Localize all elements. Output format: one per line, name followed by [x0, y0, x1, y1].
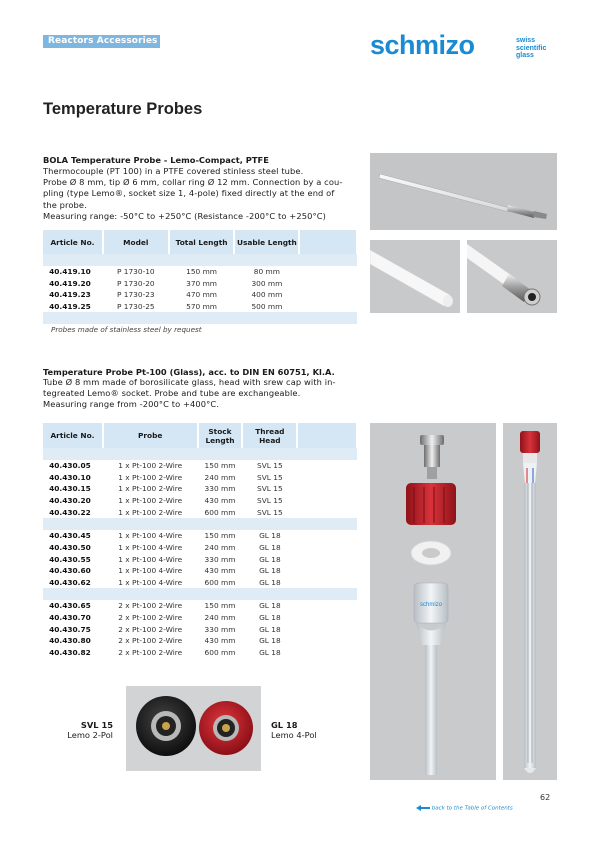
table-cell: 1 x Pt-100 2-Wire	[118, 461, 183, 471]
table-row	[43, 623, 357, 635]
article-number-cell: 40.430.15	[49, 484, 91, 494]
bola-description	[43, 155, 363, 222]
pt100-text	[43, 377, 363, 411]
text-line: Measuring range: -50°C to +250°C (Resistance -200°C to +250°C)	[43, 210, 326, 221]
table-cell	[297, 647, 357, 659]
table-cell: SVL 15	[257, 484, 283, 494]
table-cell: 150 mm	[204, 601, 236, 611]
bola-note: Probes made of stainless steel by request	[51, 325, 202, 334]
table-cell	[297, 600, 357, 612]
table-cell: 600 mm	[204, 648, 236, 658]
table-row	[43, 647, 357, 659]
photo-label: schmizo	[419, 602, 443, 608]
table-cell	[299, 312, 357, 324]
table-cell	[242, 518, 297, 530]
article-number-cell: 40.430.82	[49, 648, 91, 658]
connector-photo	[126, 686, 261, 771]
table-cell: 1 x Pt-100 4-Wire	[118, 542, 183, 552]
article-number-cell: 40.430.62	[49, 577, 91, 587]
table-cell: SVL 15	[257, 496, 283, 506]
table-cell	[43, 448, 103, 460]
pt100-assembled-photo	[503, 423, 557, 780]
table-cell: 330 mm	[204, 484, 236, 494]
table-cell: GL 18	[259, 554, 281, 564]
table-cell: 2 x Pt-100 2-Wire	[118, 612, 183, 622]
table-cell: 1 x Pt-100 4-Wire	[118, 566, 183, 576]
table-cell: 370 mm	[186, 278, 218, 288]
table-cell	[299, 289, 357, 301]
table-cell: 240 mm	[204, 612, 236, 622]
article-number-cell: 40.430.05	[49, 461, 91, 471]
brand-logo	[370, 30, 547, 60]
logo-tagline	[516, 37, 546, 60]
table-cell: 1 x Pt-100 4-Wire	[118, 531, 183, 541]
table-row	[43, 612, 357, 624]
article-number-cell: 40.430.75	[49, 624, 91, 634]
col-header	[297, 423, 357, 448]
bola-connector-image	[467, 240, 557, 313]
article-number-cell: 40.430.55	[49, 554, 91, 564]
table-cell	[297, 565, 357, 577]
gl-caption	[271, 720, 317, 740]
table-cell: 240 mm	[204, 472, 236, 482]
back-link-label[interactable]: back to the Table of Contents	[431, 805, 513, 812]
bola-tip-photo	[370, 240, 460, 313]
table-cell	[43, 254, 103, 266]
article-number-cell: 40.430.20	[49, 496, 91, 506]
table-cell: 600 mm	[204, 577, 236, 587]
table-cell: 1 x Pt-100 2-Wire	[118, 472, 183, 482]
table-cell: GL 18	[259, 601, 281, 611]
table-cell	[297, 577, 357, 589]
table-cell: 1 x Pt-100 2-Wire	[118, 484, 183, 494]
col-header: Usable Length	[234, 230, 299, 254]
table-cell	[297, 612, 357, 624]
table-cell	[297, 448, 357, 460]
svl-caption	[60, 720, 113, 740]
table-spacer-row	[43, 312, 357, 324]
logo-tagline-line: swiss	[516, 37, 536, 44]
table-cell: P 1730-10	[116, 267, 155, 277]
col-header: Article No.	[43, 423, 103, 448]
table-cell: 1 x Pt-100 2-Wire	[118, 496, 183, 506]
bola-table	[43, 230, 358, 324]
bola-title: BOLA Temperature Probe - Lemo-Compact, PTFE	[43, 155, 269, 165]
col-header	[299, 230, 357, 254]
table-cell	[198, 588, 243, 600]
table-cell: 570 mm	[186, 302, 218, 312]
table-cell: GL 18	[259, 566, 281, 576]
table-cell	[169, 312, 235, 324]
col-header: Stock Length	[198, 423, 243, 448]
table-cell: SVL 15	[257, 472, 283, 482]
table-cell: GL 18	[259, 648, 281, 658]
table-cell	[297, 542, 357, 554]
table-cell: 400 mm	[251, 290, 283, 300]
table-row	[43, 577, 357, 589]
svl-caption-sub: Lemo 2-Pol	[67, 730, 113, 740]
text-line: tegreated Lemo® socket. Probe and tube are exchangeable.	[43, 388, 301, 399]
table-row	[43, 301, 357, 313]
table-row	[43, 530, 357, 542]
connector-image	[126, 686, 261, 771]
table-cell	[297, 588, 357, 600]
table-cell: P 1730-23	[116, 290, 155, 300]
table-spacer-row	[43, 588, 357, 600]
table-row	[43, 565, 357, 577]
table-cell: 500 mm	[251, 302, 283, 312]
logo-tagline-line: scientific	[516, 44, 547, 52]
table-cell	[198, 518, 243, 530]
table-cell	[242, 448, 297, 460]
pt100-parts-image	[370, 423, 496, 780]
table-cell	[297, 635, 357, 647]
text-line: Thermocouple (PT 100) in a PTFE covered stinless steel tube.	[43, 166, 304, 176]
table-row	[43, 635, 357, 647]
table-spacer-row	[43, 254, 357, 266]
article-number-cell: 40.430.50	[49, 542, 91, 552]
table-cell: 240 mm	[204, 542, 236, 552]
table-cell	[198, 448, 243, 460]
table-row	[43, 289, 357, 301]
table-cell	[43, 518, 103, 530]
table-row	[43, 495, 357, 507]
table-cell	[299, 266, 357, 278]
table-cell	[299, 277, 357, 289]
page-number: 62	[540, 793, 551, 802]
table-cell: 430 mm	[204, 496, 236, 506]
table-cell	[43, 312, 103, 324]
table-cell: 2 x Pt-100 2-Wire	[118, 624, 183, 634]
table-cell: 600 mm	[204, 507, 236, 517]
table-row	[43, 471, 357, 483]
article-number-cell: 40.430.70	[49, 612, 91, 622]
table-cell	[297, 483, 357, 495]
table-cell	[234, 254, 299, 266]
page-title: Temperature Probes	[43, 100, 203, 118]
pt100-table	[43, 423, 358, 658]
table-row	[43, 460, 357, 472]
table-cell: 150 mm	[186, 267, 218, 277]
table-cell: SVL 15	[257, 461, 283, 471]
table-cell	[297, 623, 357, 635]
col-header: Probe	[103, 423, 198, 448]
bola-text	[43, 166, 363, 222]
table-cell: SVL 15	[257, 507, 283, 517]
section-tag: Reactors Accessories	[43, 35, 160, 48]
bola-tip-image	[370, 240, 460, 313]
bola-table-wrap	[43, 230, 358, 324]
pt100-parts-photo	[370, 423, 496, 780]
table-cell: GL 18	[259, 542, 281, 552]
table-cell: 150 mm	[204, 461, 236, 471]
article-number-cell: 40.430.45	[49, 531, 91, 541]
text-line: Tube Ø 8 mm made of borosilicate glass, head with srew cap with in-	[43, 377, 336, 387]
table-cell	[297, 553, 357, 565]
table-cell	[297, 518, 357, 530]
table-cell: GL 18	[259, 636, 281, 646]
text-line: the probe.	[43, 199, 87, 210]
bola-connector-photo	[467, 240, 557, 313]
table-cell	[242, 588, 297, 600]
back-to-toc-link[interactable]	[416, 805, 513, 812]
table-cell: P 1730-20	[116, 278, 155, 288]
table-cell: 430 mm	[204, 636, 236, 646]
article-number-cell: 40.430.10	[49, 472, 91, 482]
bola-probe-photo	[370, 153, 557, 230]
table-cell: 330 mm	[204, 554, 236, 564]
article-number-cell: 40.419.10	[49, 267, 91, 277]
arrow-left-icon	[416, 805, 430, 811]
article-number-cell: 40.419.23	[49, 290, 91, 300]
pt100-table-wrap	[43, 423, 358, 658]
text-line: pling (type Lemo®, socket size 1, 4-pole) fixed directly at the end of	[43, 188, 335, 199]
table-cell: 470 mm	[186, 290, 218, 300]
logo-tagline-line: glass	[516, 52, 534, 59]
table-cell: 330 mm	[204, 624, 236, 634]
article-number-cell: 40.419.20	[49, 278, 91, 288]
table-cell: 1 x Pt-100 4-Wire	[118, 577, 183, 587]
table-spacer-row	[43, 448, 357, 460]
col-header: Thread Head	[242, 423, 297, 448]
table-cell	[103, 254, 169, 266]
svl-caption-title: SVL 15	[80, 720, 113, 730]
table-cell: GL 18	[259, 531, 281, 541]
table-cell	[103, 518, 198, 530]
table-cell	[169, 254, 235, 266]
article-number-cell: 40.430.22	[49, 507, 91, 517]
text-line: Measuring range from -200°C to +400°C.	[43, 399, 220, 410]
article-number-cell: 40.430.65	[49, 601, 91, 611]
table-cell: 1 x Pt-100 4-Wire	[118, 554, 183, 564]
article-number-cell: 40.419.25	[49, 302, 91, 312]
table-cell	[103, 312, 169, 324]
table-cell: 1 x Pt-100 2-Wire	[118, 507, 183, 517]
pt100-title: Temperature Probe Pt-100 (Glass), acc. to DIN EN 60751, Kl.A.	[43, 367, 335, 377]
table-cell	[297, 460, 357, 472]
bola-probe-image	[370, 153, 557, 230]
table-cell	[299, 254, 357, 266]
table-cell: GL 18	[259, 577, 281, 587]
text-line: Probe Ø 8 mm, tip Ø 6 mm, collar ring Ø 12 mm. Connection by a cou-	[43, 177, 343, 188]
table-cell	[103, 448, 198, 460]
article-number-cell: 40.430.60	[49, 566, 91, 576]
table-cell: 300 mm	[251, 278, 283, 288]
table-cell	[297, 530, 357, 542]
pt100-assembled-image	[503, 423, 557, 780]
table-cell: 2 x Pt-100 2-Wire	[118, 601, 183, 611]
col-header: Total Length	[169, 230, 235, 254]
table-cell	[297, 471, 357, 483]
table-row	[43, 542, 357, 554]
table-cell: GL 18	[259, 624, 281, 634]
table-cell: 80 mm	[253, 267, 280, 277]
table-cell	[297, 495, 357, 507]
table-row	[43, 600, 357, 612]
logo-wordmark: schmizo	[370, 30, 475, 60]
table-cell: GL 18	[259, 612, 281, 622]
table-row	[43, 483, 357, 495]
table-cell	[299, 301, 357, 313]
col-header: Article No.	[43, 230, 103, 254]
table-row	[43, 506, 357, 518]
col-header: Model	[103, 230, 169, 254]
table-cell: 150 mm	[204, 531, 236, 541]
gl-caption-title: GL 18	[271, 720, 298, 730]
article-number-cell: 40.430.80	[49, 636, 91, 646]
gl-caption-sub: Lemo 4-Pol	[271, 730, 317, 740]
table-cell	[43, 588, 103, 600]
table-cell	[234, 312, 299, 324]
table-row	[43, 553, 357, 565]
table-row	[43, 277, 357, 289]
pt100-description	[43, 367, 363, 411]
table-cell: P 1730-25	[116, 302, 155, 312]
table-cell: 430 mm	[204, 566, 236, 576]
table-spacer-row	[43, 518, 357, 530]
table-cell: 2 x Pt-100 2-Wire	[118, 636, 183, 646]
table-cell	[297, 506, 357, 518]
table-row	[43, 266, 357, 278]
table-cell	[103, 588, 198, 600]
table-cell: 2 x Pt-100 2-Wire	[118, 648, 183, 658]
